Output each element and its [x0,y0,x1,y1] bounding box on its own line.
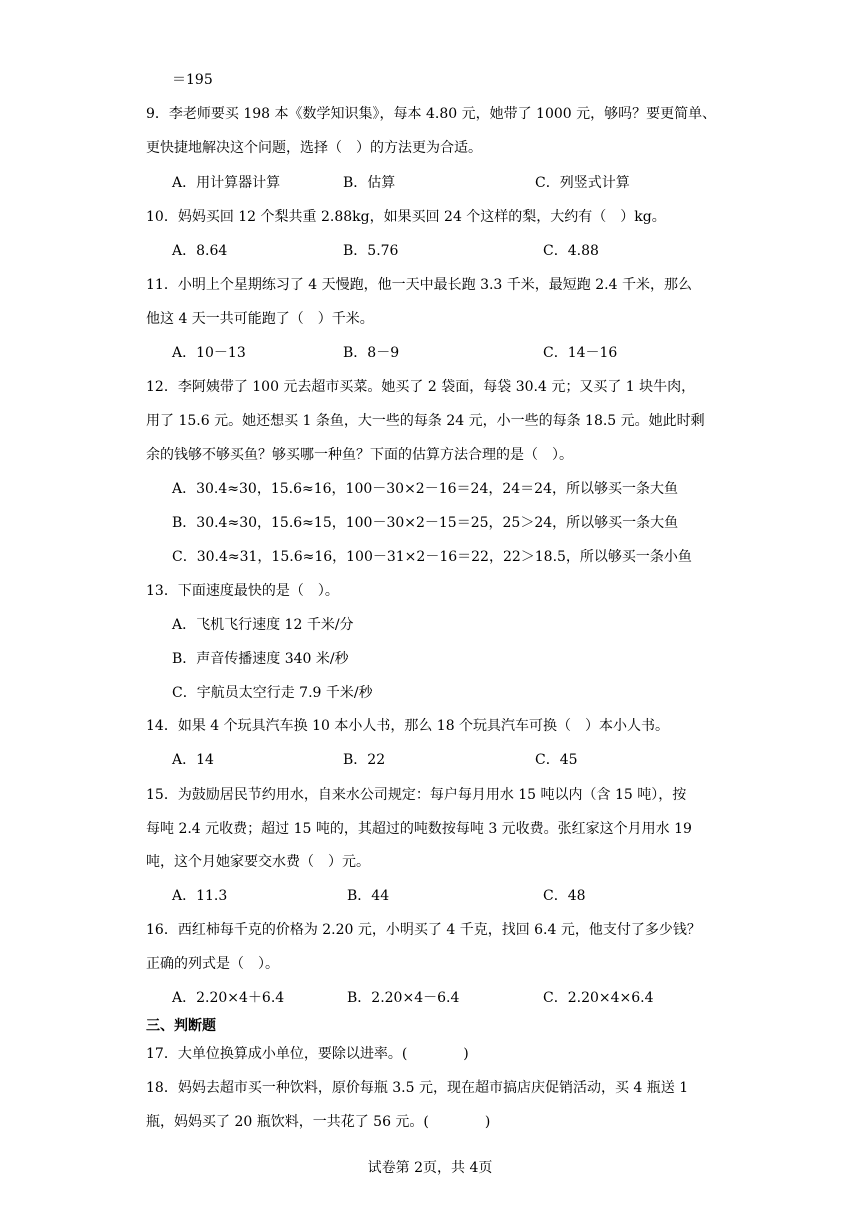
question-text: 18．妈妈去超市买一种饮料，原价每瓶 3.5 元，现在超市搞店庆促销活动，买 4 瓶送 1 [146,1080,689,1096]
question-text: 16．西红柿每千克的价格为 2.20 元，小明买了 4 千克，找回 6.4 元，他支付了多少钱？ [146,922,701,938]
option-b: B．30.4≈30，15.6≈15，100－30×2－15＝25，25＞24，所以够买一条大鱼 [172,515,679,531]
question-text: 17．大单位换算成小单位，要除以进率。( ) [146,1046,469,1062]
question-text: 正确的列式是（ ）。 [146,956,279,972]
option-a: A．14 [172,752,214,768]
option-a: A．10－13 [172,345,246,361]
option-b: B．44 [347,888,390,904]
question-text: 13．下面速度最快的是（ ）。 [146,583,339,599]
question-text: 他这 4 天一共可能跑了（ ）千米。 [146,311,374,327]
question-text: 更快捷地解决这个问题，选择（ ）的方法更为合适。 [146,140,482,156]
question-text: 每吨 2.4 元收费；超过 15 吨的，其超过的吨数按每吨 3 元收费。张红家这个月用水 19 [146,821,692,837]
section-title: 三、判断题 [146,1018,216,1034]
question-text: 余的钱够不够买鱼？够买哪一种鱼？下面的估算方法合理的是（ ）。 [146,447,573,463]
option-a: A．11.3 [172,888,228,904]
question-text: 吨，这个月她家要交水费（ ）元。 [146,854,370,870]
prev-answer-line: ＝195 [172,72,213,88]
question-text: 14．如果 4 个玩具汽车换 10 本小人书，那么 18 个玩具汽车可换（ ）本小人书。 [146,718,670,734]
option-a: A．30.4≈30，15.6≈16，100－30×2－16＝24，24＝24，所以够买一条大鱼 [172,481,678,497]
question-text: 11．小明上个星期练习了 4 天慢跑，他一天中最长跑 3.3 千米，最短跑 2.4 千米，那么 [146,277,692,293]
page-footer: 试卷第 2页，共 4页 [367,1160,493,1176]
option-a: A．8.64 [172,243,228,259]
option-a: A．飞机飞行速度 12 千米/分 [172,617,354,633]
option-b: B．2.20×4－6.4 [347,990,460,1006]
option-b: B．22 [343,752,386,768]
option-b: B．声音传播速度 340 米/秒 [172,651,349,667]
option-b: B．8－9 [343,345,400,361]
option-a: A．用计算器计算 [172,175,281,191]
option-c: C．48 [543,888,586,904]
question-text: 10．妈妈买回 12 个梨共重 2.88kg，如果买回 24 个这样的梨，大约有（ ）kg。 [146,209,666,225]
option-b: B．估算 [343,175,396,191]
option-c: C．30.4≈31，15.6≈16，100－31×2－16＝22，22＞18.5，所以够买一条小鱼 [172,549,692,565]
option-c: C．45 [535,752,578,768]
question-text: 15．为鼓励居民节约用水，自来水公司规定：每户每月用水 15 吨以内（含 15 吨），按 [146,787,687,803]
option-c: C．4.88 [543,243,599,259]
option-c: C．2.20×4×6.4 [543,990,654,1006]
option-c: C．宇航员太空行走 7.9 千米/秒 [172,685,373,701]
question-text: 瓶，妈妈买了 20 瓶饮料，一共花了 56 元。( ) [146,1114,491,1130]
question-text: 9．李老师要买 198 本《数学知识集》，每本 4.80 元，她带了 1000 元，够吗？要更简单、 [146,106,717,122]
question-text: 12．李阿姨带了 100 元去超市买菜。她买了 2 袋面，每袋 30.4 元；又买了 1 块牛肉， [146,379,696,395]
option-b: B．5.76 [343,243,399,259]
question-text: 用了 15.6 元。她还想买 1 条鱼，大一些的每条 24 元，小一些的每条 18.5 元。她此时剩 [146,413,705,429]
option-a: A．2.20×4＋6.4 [172,990,285,1006]
option-c: C．列竖式计算 [535,175,630,191]
option-c: C．14－16 [543,345,618,361]
